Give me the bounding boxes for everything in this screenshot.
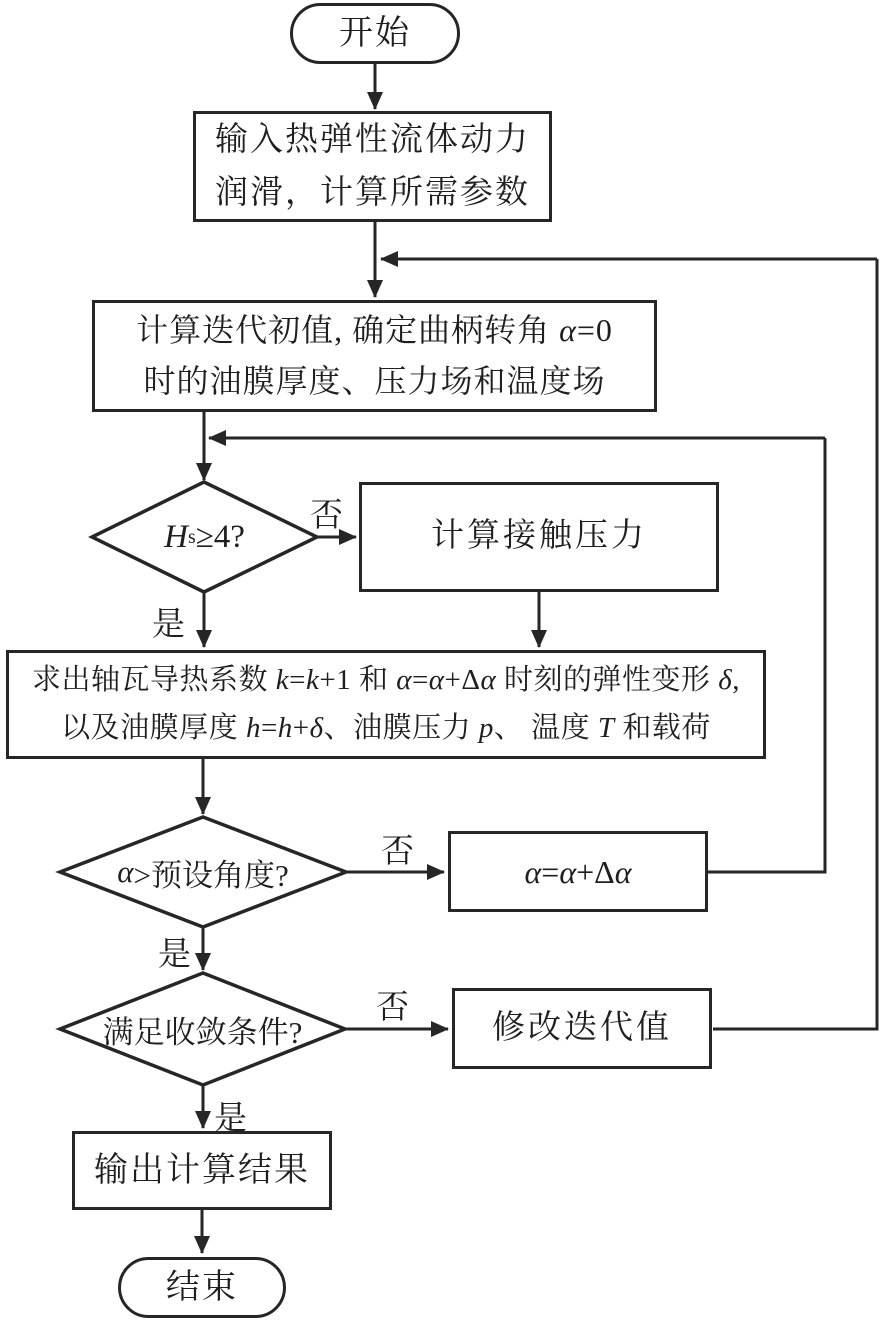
decision-converge-label: 满足收敛条件?	[102, 1014, 303, 1050]
edge-label-angle-yes: 是	[158, 937, 191, 973]
process-increment-alpha	[448, 831, 708, 912]
process-contact-pressure	[359, 482, 719, 592]
process-initial-values-line1: 计算迭代初值, 确定曲柄转角 α=0	[136, 311, 613, 348]
process-contact-pressure-label: 计算接触压力	[431, 518, 647, 555]
edge-label-angle-no: 否	[381, 834, 414, 870]
wire-modify-feedback	[713, 259, 877, 1029]
process-input-line2: 润滑，计算所需参数	[215, 174, 530, 211]
end-label: 结束	[166, 1269, 238, 1306]
decision-angle-label: α >预设角度?	[117, 854, 289, 893]
process-output-results-label: 输出计算结果	[94, 1152, 310, 1189]
edge-label-converge-yes: 是	[214, 1101, 247, 1137]
edge-label-hs-yes: 是	[152, 607, 185, 643]
process-initial-values	[92, 300, 657, 412]
process-initial-values-line2: 时的油膜厚度、压力场和温度场	[143, 363, 606, 399]
process-solve-line2: 以及油膜厚度 h=h+δ、油膜压力 p、 温度 T 和载荷	[61, 711, 711, 744]
process-modify-values	[452, 988, 712, 1069]
edge-label-converge-no: 否	[376, 990, 409, 1026]
process-input-parameters	[193, 111, 552, 222]
start-terminator	[290, 3, 460, 64]
process-output-results	[72, 1131, 332, 1210]
process-increment-alpha-label: α=α+Δα	[524, 853, 632, 890]
decision-hs-label: H s ≥4?	[164, 518, 245, 555]
process-solve-deformation	[6, 650, 766, 759]
edge-label-hs-no: 否	[310, 498, 343, 534]
start-label: 开始	[339, 15, 411, 52]
process-modify-values-label: 修改迭代值	[492, 1009, 672, 1046]
end-terminator	[118, 1257, 286, 1318]
process-solve-line1: 求出轴瓦导热系数 k=k+1 和 α=α+Δα 时刻的弹性变形 δ,	[31, 663, 741, 696]
process-input-line1: 输入热弹性流体动力	[215, 121, 530, 158]
